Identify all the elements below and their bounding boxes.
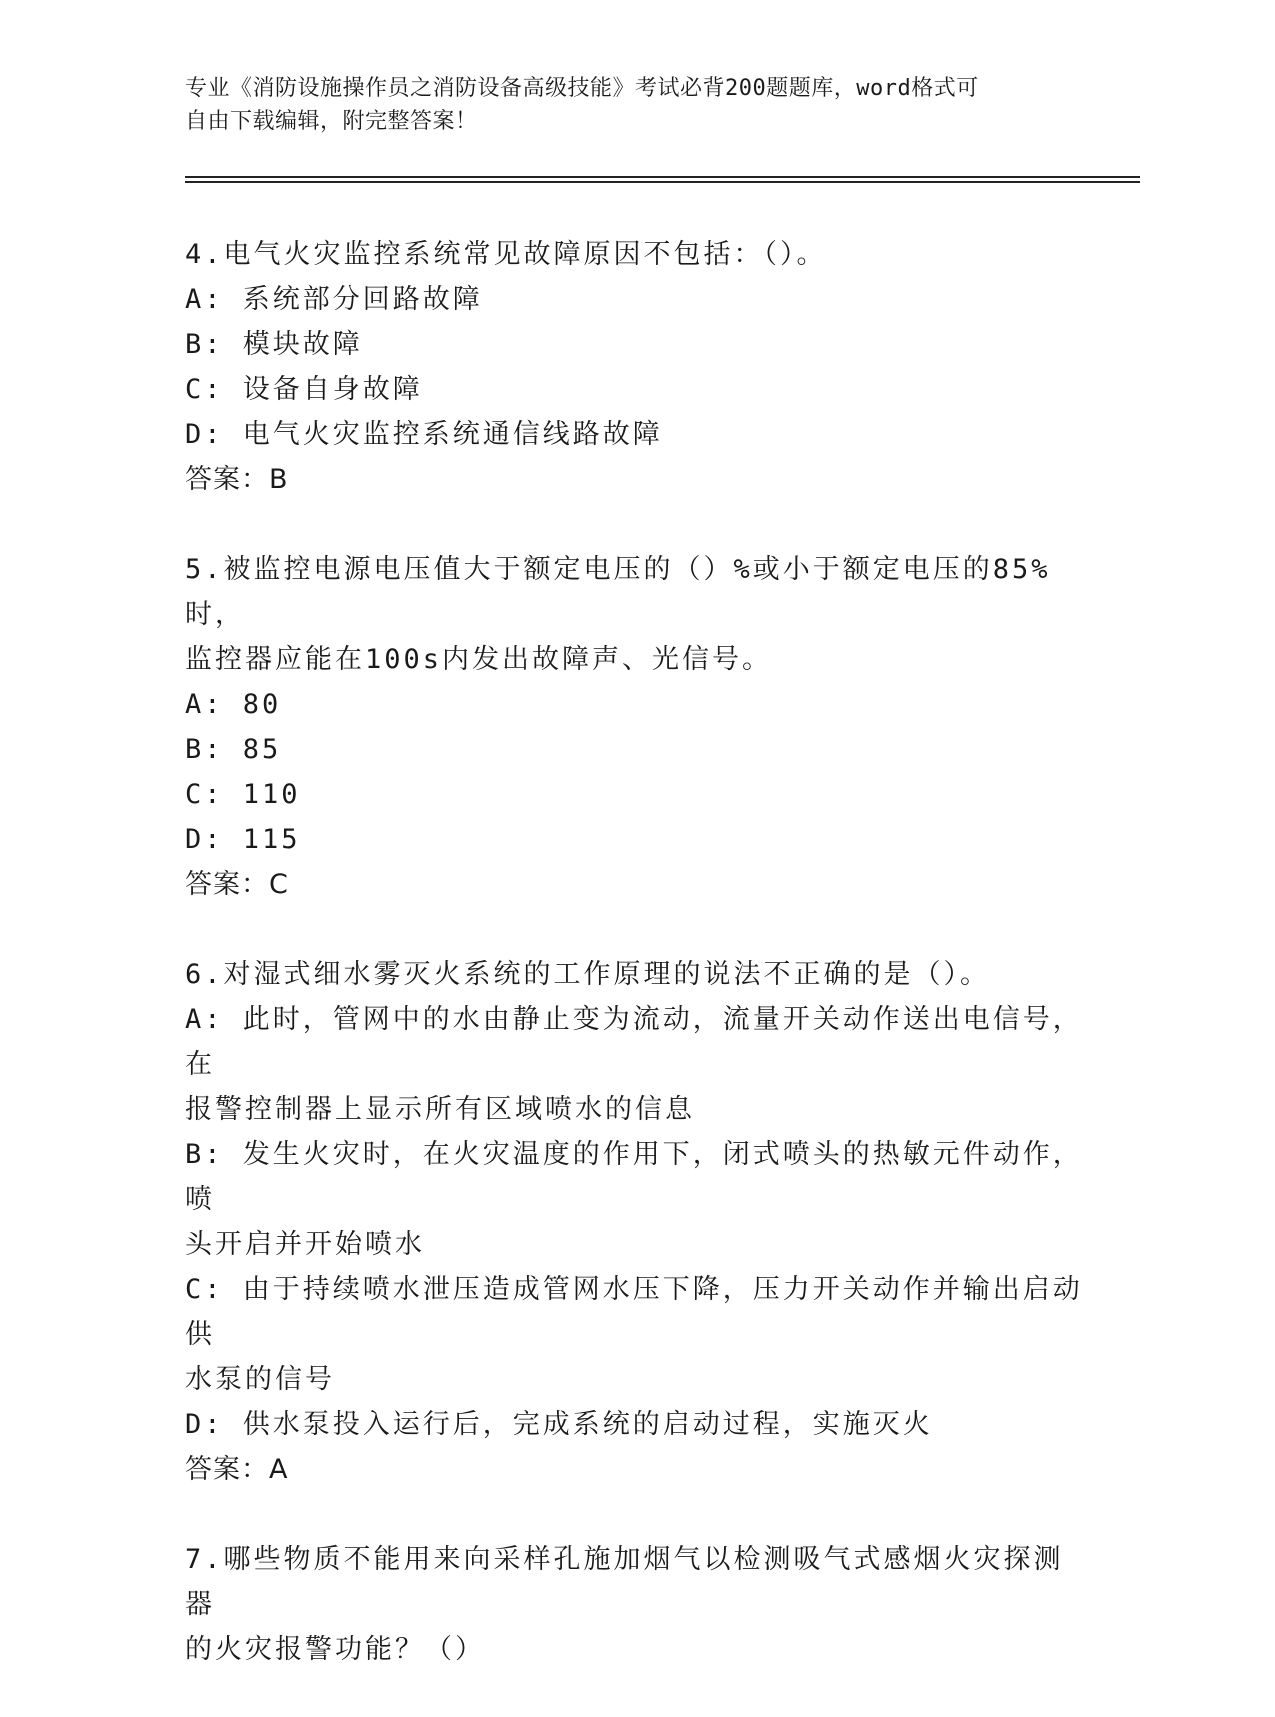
header-line-2: 自由下载编辑，附完整答案！ xyxy=(185,109,478,134)
question-block xyxy=(185,952,1085,1492)
answer-option: D: 供水泵投入运行后，完成系统的启动过程，实施灭火 xyxy=(185,1409,933,1440)
answer-option: A: 系统部分回路故障 xyxy=(185,284,483,315)
correct-answer: 答案：A xyxy=(185,1454,289,1485)
question-list xyxy=(185,232,1085,1717)
answer-option: C: 由于持续喷水泄压造成管网水压下降，压力开关动作并输出启动供 xyxy=(185,1274,1083,1350)
answer-option: D: 115 xyxy=(185,824,301,855)
question-block xyxy=(185,547,1085,907)
document-header xyxy=(185,72,1065,138)
answer-option: C: 110 xyxy=(185,779,301,810)
question-block xyxy=(185,1537,1085,1672)
answer-option: B: 85 xyxy=(185,734,282,765)
header-divider-top xyxy=(185,176,1140,178)
header-line-1: 专业《消防设施操作员之消防设备高级技能》考试必背200题题库，word格式可 xyxy=(185,76,979,101)
question-stem: 的火灾报警功能？（） xyxy=(185,1634,485,1665)
answer-option: 报警控制器上显示所有区域喷水的信息 xyxy=(185,1094,695,1125)
question-stem: 6.对湿式细水雾灭火系统的工作原理的说法不正确的是（）。 xyxy=(185,959,991,990)
answer-option: A: 80 xyxy=(185,689,282,720)
header-divider-bottom xyxy=(185,181,1140,183)
answer-option: B: 发生火灾时，在火灾温度的作用下，闭式喷头的热敏元件动作，喷 xyxy=(185,1139,1083,1215)
answer-option: B: 模块故障 xyxy=(185,329,363,360)
answer-option: A: 此时，管网中的水由静止变为流动，流量开关动作送出电信号，在 xyxy=(185,1004,1083,1080)
answer-option: C: 设备自身故障 xyxy=(185,374,423,405)
correct-answer: 答案：C xyxy=(185,869,289,900)
question-stem: 7.哪些物质不能用来向采样孔施加烟气以检测吸气式感烟火灾探测器 xyxy=(185,1544,1064,1620)
question-stem: 监控器应能在100s内发出故障声、光信号。 xyxy=(185,644,773,675)
question-block xyxy=(185,232,1085,502)
correct-answer: 答案：B xyxy=(185,464,289,495)
answer-option: 头开启并开始喷水 xyxy=(185,1229,425,1260)
answer-option: 水泵的信号 xyxy=(185,1364,335,1395)
question-stem: 5.被监控电源电压值大于额定电压的（）%或小于额定电压的85%时， xyxy=(185,554,1051,630)
answer-option: D: 电气火灾监控系统通信线路故障 xyxy=(185,419,663,450)
question-stem: 4.电气火灾监控系统常见故障原因不包括：（）。 xyxy=(185,239,827,270)
